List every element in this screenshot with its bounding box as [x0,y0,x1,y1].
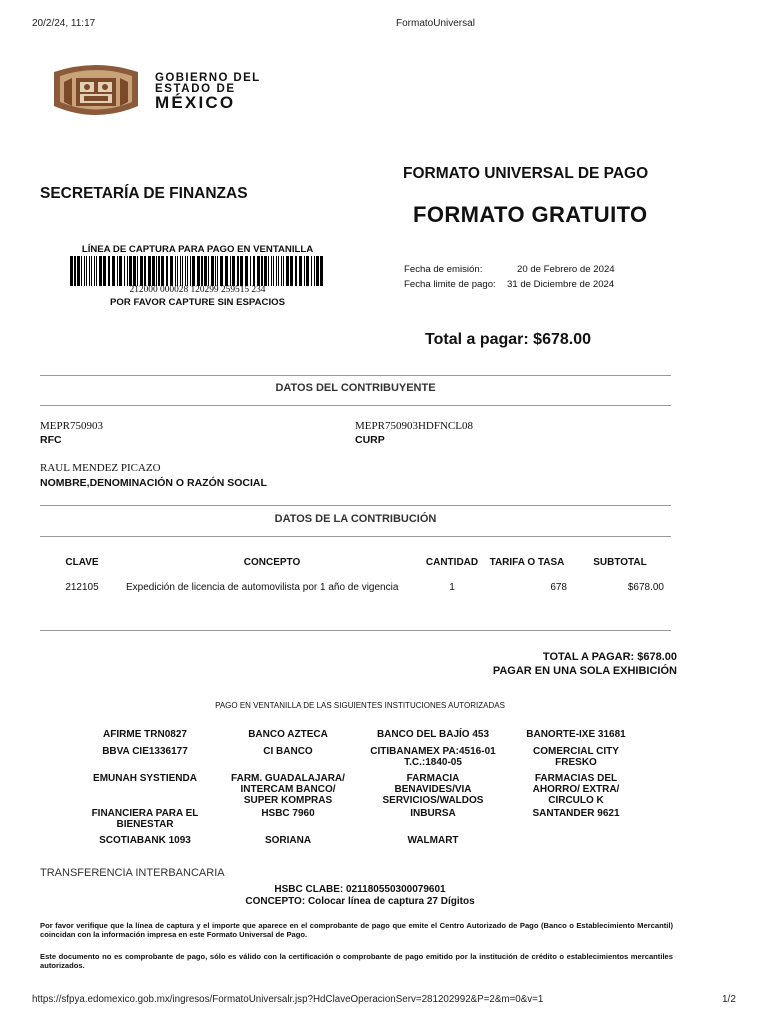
institution-item: FARMACIAS DEL AHORRO/ EXTRA/ CIRCULO K [532,773,620,806]
institution-item: HSBC 7960 [261,808,315,819]
col-header-concepto: CONCEPTO [243,557,301,568]
institution-item: WALMART [407,835,459,846]
institution-item: SANTANDER 9621 [532,808,620,819]
formato-universal-title: FORMATO UNIVERSAL DE PAGO [403,165,649,182]
col-header-subtotal: SUBTOTAL [593,557,647,568]
rfc-value: MEPR750903 [40,420,103,432]
divider [40,375,671,376]
row-subtotal: $678.00 [627,582,664,593]
secretaria-title: SECRETARÍA DE FINANZAS [40,185,248,202]
institution-item: COMERCIAL CITY FRESKO [533,746,619,768]
exhibicion-line: PAGAR EN UNA SOLA EXHIBICIÓN [492,665,677,677]
formato-gratuito-title: FORMATO GRATUITO [413,202,648,227]
transferencia-concepto: CONCEPTO: Colocar línea de captura 27 Dígitos [245,896,475,907]
barcode-number: 212000 000028 120299 259515 234 [129,285,266,295]
row-concepto: Expedición de licencia de automovilista por 1 año de vigencia [126,582,399,593]
row-tarifa: 678 [550,582,567,593]
state-seal-logo [46,62,146,122]
institution-item: FARM. GUADALAJARA/ INTERCAM BANCO/ SUPER KOMPRAS [231,773,345,806]
barcode-title: LÍNEA DE CAPTURA PARA PAGO EN VENTANILLA [81,244,314,255]
institution-item: INBURSA [410,808,456,819]
divider [40,505,671,506]
row-cantidad: 1 [449,582,455,593]
nombre-label: NOMBRE,DENOMINACIÓN O RAZÓN SOCIAL [40,477,267,489]
logo-text-gobierno: GOBIERNO DEL [155,72,261,84]
instituciones-title: PAGO EN VENTANILLA DE LAS SIGUIENTES INSTITUCIONES AUTORIZADAS [215,701,505,710]
print-page-title: FormatoUniversal [396,18,475,29]
total-a-pagar-header: Total a pagar: $678.00 [425,331,591,348]
fecha-limite-label: Fecha limite de pago: [404,279,496,290]
institution-item: BANCO DEL BAJÍO 453 [376,729,490,740]
print-page-number: 1/2 [722,994,736,1005]
col-header-clave: CLAVE [65,557,99,568]
row-clave: 212105 [65,582,99,593]
logo-text-mexico: MÉXICO [155,93,236,112]
barcode-note: POR FAVOR CAPTURE SIN ESPACIOS [109,297,286,308]
institution-item: SCOTIABANK 1093 [99,835,191,846]
nombre-value: RAUL MENDEZ PICAZO [40,462,161,474]
divider [40,630,671,631]
curp-value: MEPR750903HDFNCL08 [355,420,473,432]
rfc-label: RFC [40,434,62,446]
transferencia-clabe: HSBC CLABE: 021180550300079601 [274,884,446,895]
legal-note-not-receipt: Este documento no es comprobante de pago, sólo es válido con la certificación o comprobante de pago emitido por la institución de crédito o establecimientos mercantiles autorizados. [40,952,673,970]
institution-item: BANCO AZTECA [248,729,328,740]
institution-item: SORIANA [264,835,312,846]
col-header-tarifa: TARIFA O TASA [489,557,565,568]
divider [40,536,671,537]
col-header-cantidad: CANTIDAD [425,557,479,568]
legal-note-verify: Por favor verifique que la línea de captura y el importe que aparece en el comprobante de pago que emite el Centro Autorizado de Pago (Banco o Establecimiento Mercantil) coincidan con la información impresa en este Formato Universal de Pago. [40,921,673,939]
barcode-image [68,256,326,286]
institution-item: EMUNAH SYSTIENDA [93,773,197,784]
contribucion-section-title: DATOS DE LA CONTRIBUCIÓN [274,513,437,525]
institution-item: BBVA CIE1336177 [102,746,188,757]
total-line: TOTAL A PAGAR: $678.00 [542,651,677,663]
institution-item: FINANCIERA PARA EL BIENESTAR [91,808,199,830]
institution-item: CI BANCO [263,746,313,757]
curp-label: CURP [355,434,385,446]
divider [40,405,671,406]
print-datetime: 20/2/24, 11:17 [32,18,96,29]
fecha-limite-value: 31 de Diciembre de 2024 [507,279,615,290]
transferencia-title: TRANSFERENCIA INTERBANCARIA [40,867,225,879]
institution-item: FARMACIA BENAVIDES/VIA SERVICIOS/WALDOS [382,773,484,806]
contribuyente-section-title: DATOS DEL CONTRIBUYENTE [275,382,436,394]
institution-item: BANORTE-IXE 31681 [526,729,626,740]
fecha-emision-label: Fecha de emisión: [404,264,483,275]
institution-item: AFIRME TRN0827 [103,729,187,740]
fecha-emision-value: 20 de Febrero de 2024 [517,264,615,275]
print-url: https://sfpya.edomexico.gob.mx/ingresos/FormatoUniversalr.jsp?HdClaveOperacionServ=281202992&P=2&m=0&v=1 [32,994,544,1005]
logo-text-estado: ESTADO DE [155,83,236,95]
institution-item: CITIBANAMEX PA:4516-01 T.C.:1840-05 [370,746,496,768]
